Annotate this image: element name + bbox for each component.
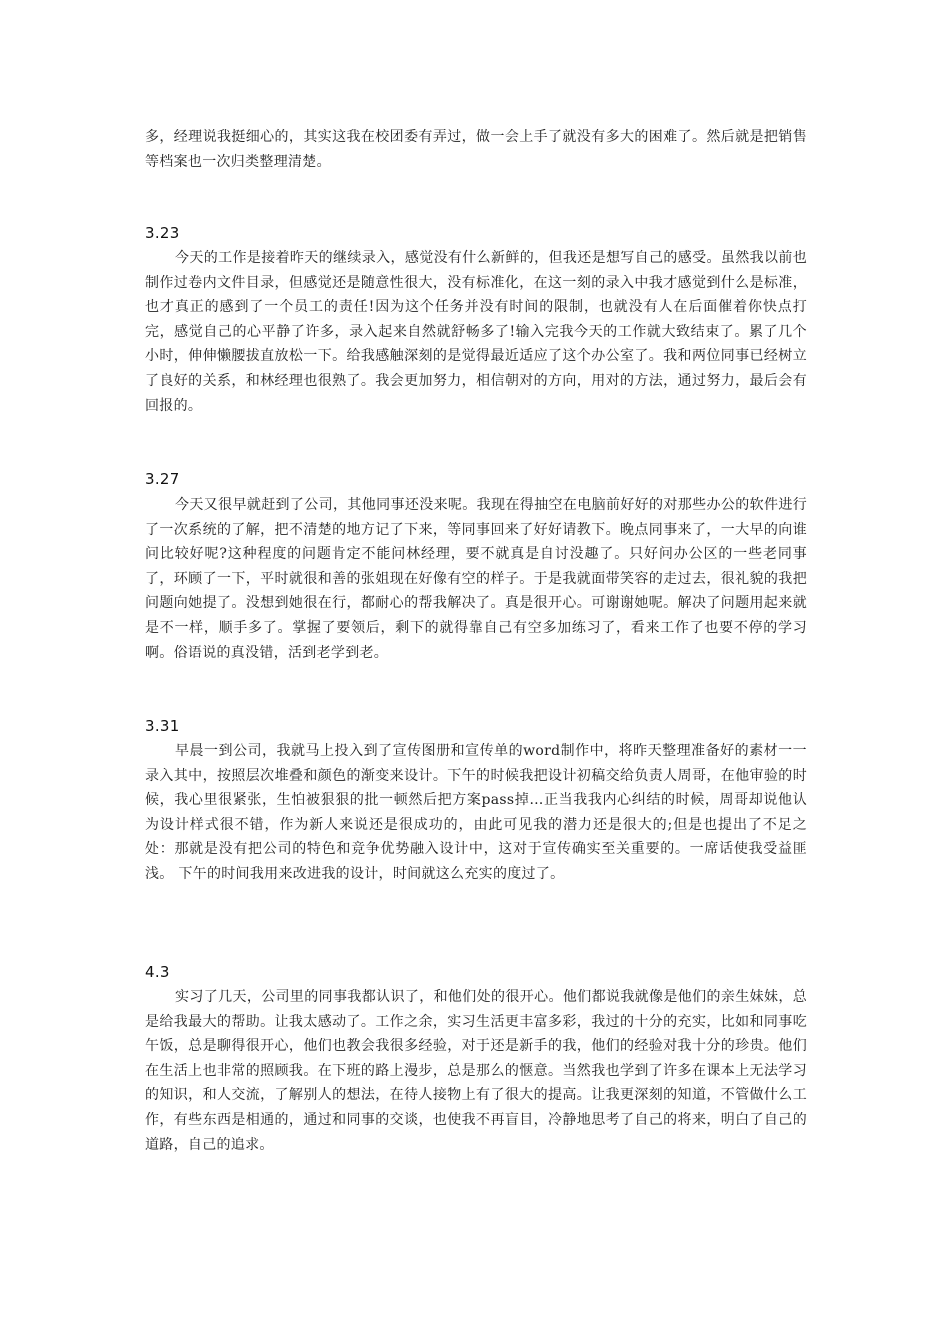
entry-date-0323: 3.23	[145, 224, 180, 242]
entry-text-0323: 今天的工作是接着昨天的继续录入，感觉没有什么新鲜的，但我还是想写自己的感受。虽然我以前也制作过卷内文件目录，但感觉还是随意性很大，没有标准化，在这一刻的录入中我才感觉到什么是标准，也才真正的感到了一个员工的责任!因为这个任务并没有时间的限制，也就没有人在后面催着你快点打完，感觉自己的心平静了许多，录入起来自然就舒畅多了!输入完我今天的工作就大致结束了。累了几个小时，伸伸懒腰拔直放松一下。给我感触深刻的是觉得最近适应了这个办公室了。我和两位同事已经树立了良好的关系，和林经理也很熟了。我会更加努力，相信朝对的方向，用对的方法，通过努力，最后会有回报的。	[145, 250, 807, 414]
entry-text-0403: 实习了几天，公司里的同事我都认识了，和他们处的很开心。他们都说我就像是他们的亲生妹妹，总是给我最大的帮助。让我太感动了。工作之余，实习生活更丰富多彩，我过的十分的充实，比如和同事吃午饭，总是聊得很开心，他们也教会我很多经验，对于还是新手的我，他们的经验对我十分的珍贵。他们在生活上也非常的照顾我。在下班的路上漫步，总是那么的惬意。当然我也学到了许多在课本上无法学习的知识，和人交流，了解别人的想法，在待人接物上有了很大的提高。让我更深刻的知道，不管做什么工作，有些东西是相通的，通过和同事的交谈，也使我不再盲目，冷静地思考了自己的将来，明白了自己的道路，自己的追求。	[145, 989, 807, 1153]
entry-date-0327: 3.27	[145, 470, 180, 488]
entry-date-0403: 4.3	[145, 963, 170, 981]
paragraph-continued: 多，经理说我挺细心的，其实这我在校团委有弄过，做一会上手了就没有多大的困难了。然后就是把销售等档案也一次归类整理清楚。	[145, 129, 807, 170]
entry-text-0327: 今天又很早就赶到了公司，其他同事还没来呢。我现在得抽空在电脑前好好的对那些办公的软件进行了一次系统的了解，把不清楚的地方记了下来，等同事回来了好好请教下。晚点同事来了，一大早的向谁问比较好呢?这种程度的问题肯定不能问林经理，要不就真是自讨没趣了。只好问办公区的一些老同事了，环顾了一下，平时就很和善的张姐现在好像有空的样子。于是我就面带笑容的走过去，很礼貌的我把问题向她提了。没想到她很在行，都耐心的帮我解决了。真是很开心。可谢谢她呢。解决了问题用起来就是不一样，顺手多了。掌握了要领后，剩下的就得靠自己有空多加练习了，看来工作了也要不停的学习啊。俗语说的真没错，活到老学到老。	[145, 497, 807, 661]
entry-date-0331: 3.31	[145, 717, 180, 735]
entry-text-0331: 早晨一到公司，我就马上投入到了宣传图册和宣传单的word制作中，将昨天整理准备好的素材一一录入其中，按照层次堆叠和颜色的渐变来设计。下午的时候我把设计初稿交给负责人周哥，在他审验的时候，我心里很紧张，生怕被狠狠的批一顿然后把方案pass掉…正当我我内心纠结的时候，周哥却说他认为设计样式很不错，作为新人来说还是很成功的，由此可见我的潜力还是很大的;但是也提出了不足之处：那就是没有把公司的特色和竞争优势融入设计中，这对于宣传确实至关重要的。一席话使我受益匪浅。 下午的时间我用来改进我的设计，时间就这么充实的度过了。	[145, 743, 807, 882]
